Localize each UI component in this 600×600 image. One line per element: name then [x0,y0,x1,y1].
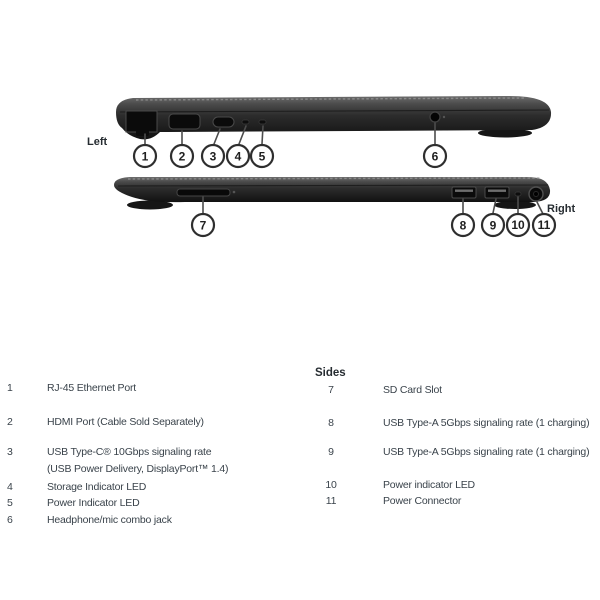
jack-detail-dot [443,116,445,118]
legend-num-7: 7 [328,384,334,396]
legend-label-8: USB Type-A 5Gbps signaling rate (1 charging) [383,417,590,429]
svg-text:11: 11 [537,218,551,232]
svg-text:6: 6 [431,149,439,164]
leader-5 [262,126,263,144]
callout-5 [251,145,273,167]
sd-card-slot [177,189,230,196]
legend-label-11: Power Connector [383,495,462,507]
legend-num-4: 4 [7,481,13,493]
leader-11 [537,202,543,214]
callout-2 [171,145,193,167]
legend-label-3-line2: (USB Power Delivery, DisplayPort™ 1.4) [47,463,229,475]
svg-text:8: 8 [459,218,467,233]
svg-text:5: 5 [258,149,266,164]
svg-text:3: 3 [209,149,217,164]
callout-8 [452,214,474,236]
legend-num-5: 5 [7,497,13,509]
legend-num-3: 3 [7,446,13,458]
usb-a-port-1 [452,187,476,198]
legend-label-9: USB Type-A 5Gbps signaling rate (1 charging) [383,446,590,458]
legend-label-5: Power Indicator LED [47,497,140,509]
svg-text:2: 2 [178,149,186,164]
legend-num-10: 10 [325,479,337,491]
left-view-label: Left [87,136,108,148]
laptop-sides-diagram [0,0,600,250]
callout-4 [227,145,249,167]
legend-label-2: HDMI Port (Cable Sold Separately) [47,416,204,428]
legend-label-4: Storage Indicator LED [47,481,147,493]
usb-a-port-2-tongue [488,190,506,192]
legend-label-3: USB Type-C® 10Gbps signaling rate [47,446,212,458]
power-connector-pin [534,192,539,197]
legend-label-6: Headphone/mic combo jack [47,514,172,526]
hdmi-port [169,114,200,129]
usb-a-port-1-tongue [455,190,473,192]
legend-num-2: 2 [7,416,13,428]
right-view-rear-foot-shadow [494,201,536,209]
power-led [259,120,266,124]
legend-heading: Sides [315,367,346,379]
svg-text:7: 7 [199,218,207,233]
callout-6 [424,145,446,167]
svg-text:4: 4 [234,149,242,164]
headphone-mic-jack [430,112,440,122]
callout-1 [134,145,156,167]
svg-text:9: 9 [489,218,497,233]
rj45-ethernet-port [126,111,157,132]
legend-num-9: 9 [328,446,334,458]
right-view-label: Right [547,203,576,215]
right-side-view [114,177,550,214]
legend-num-8: 8 [328,417,334,429]
legend-num-1: 1 [7,382,13,394]
callout-10 [507,214,529,236]
rj45-notch [136,130,149,136]
usb-a-port-2 [485,187,509,198]
callout-11 [533,214,555,236]
callout-9 [482,214,504,236]
legend-label-10: Power indicator LED [383,479,475,491]
callout-3 [202,145,224,167]
callout-7 [192,214,214,236]
legend-num-6: 6 [7,514,13,526]
left-side-view [116,96,551,144]
svg-text:1: 1 [141,149,149,164]
svg-text:10: 10 [511,218,525,232]
sd-slot-detail-dot [233,191,236,194]
legend-label-7: SD Card Slot [383,384,442,396]
legend-label-1: RJ-45 Ethernet Port [47,382,136,394]
usb-c-port [213,117,234,127]
legend-num-11: 11 [325,495,337,507]
power-indicator-led [515,192,521,196]
storage-led [242,120,249,124]
